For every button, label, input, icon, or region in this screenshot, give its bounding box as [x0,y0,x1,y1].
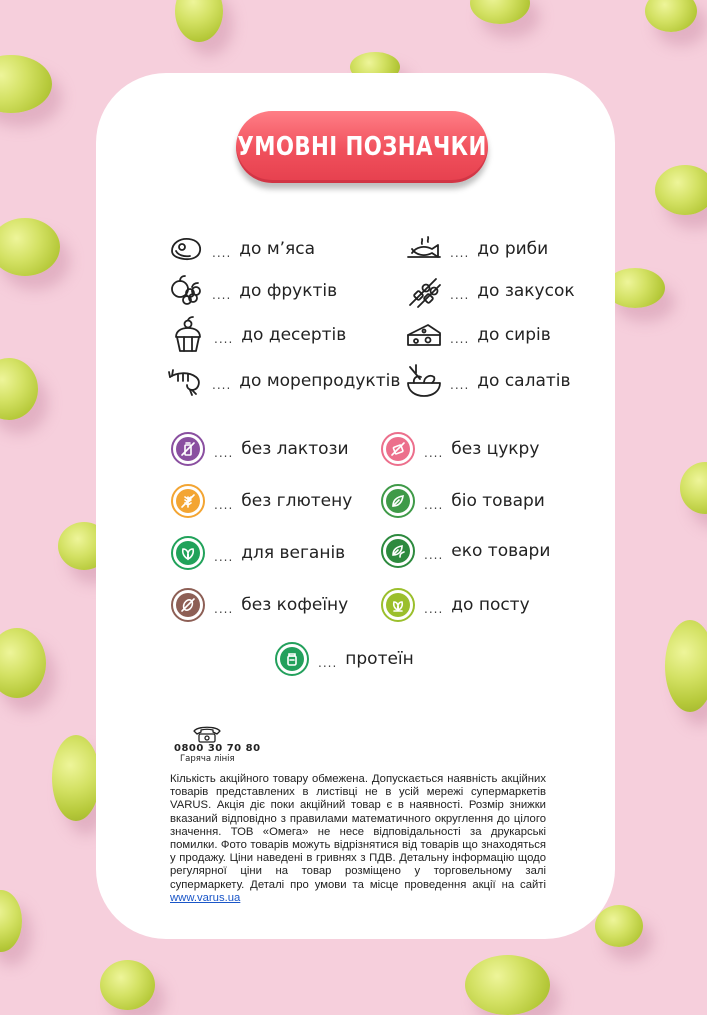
badge-no-sugar: .... без цукру [378,429,539,469]
pairing-label: до сирів [477,325,551,345]
pairing-meat: .... до м’яса [166,229,315,269]
eco-icon [381,534,415,568]
grape-decoration [595,905,643,947]
shrimp-icon [166,361,206,401]
badge-no-caffeine: .... без кофеїну [168,585,348,625]
badge-no-lactose: .... без лактози [168,429,349,469]
meat-icon [166,229,206,269]
cheese-icon [404,315,444,355]
pairing-label: до закусок [477,281,575,301]
badge-label: без лактози [241,439,349,459]
pairing-label: до салатів [477,371,571,391]
disclaimer-text: Кількість акційного товару обмежена. Допускається наявність акційних товарів представлених в листівці не в усій мережі супермаркетів VARUS. Акція діє поки акційний товар є в наявності. Розмір знижки вказаний відповідно з правилами математичного округлення до цілого значення. ТОВ «Омега» не несе відповідальності за друкарські помилки. Фото товарів можуть відрізнятися від товарів що знаходяться у продажу. Ціни наведені в гривнях з ПДВ. Детальну інформацію щодо регулярної ціни на товар розміщено у торговельному залі супермаркету. Деталі про умови та місце проведення акції на сайті [170,773,546,891]
fruits-icon [166,271,206,311]
title-banner [236,111,488,183]
pairing-fish: .... до риби [404,229,548,269]
telephone-icon [192,725,222,743]
hotline-caption: Гаряча лінія [180,754,235,764]
grape-decoration [680,462,707,514]
grape-decoration [0,628,46,698]
badge-label: без кофеїну [241,595,349,615]
grape-decoration [645,0,697,32]
salad-icon [404,361,444,401]
badge-protein: .... протеїн [272,639,414,679]
cupcake-icon [168,315,208,355]
pairing-salads: .... до салатів [404,361,571,401]
grape-decoration [0,358,38,420]
no-lactose-icon [171,432,205,466]
pairing-fruits: .... до фруктів [166,271,337,311]
badge-no-gluten: .... без глютену [168,481,352,521]
pairing-label: до морепродуктів [239,371,401,391]
grape-decoration [470,0,530,24]
badge-bio: .... біо товари [378,481,545,521]
pairing-snacks: .... до закусок [404,271,575,311]
bio-icon [381,484,415,518]
badge-label: протеїн [345,649,414,669]
grape-decoration [655,165,707,215]
pairing-label: до десертів [241,325,347,345]
pairing-desserts: .... до десертів [168,315,346,355]
grape-decoration [175,0,223,42]
badge-label: еко товари [451,541,551,561]
badge-fasting: .... до посту [378,585,530,625]
grape-decoration [465,955,550,1015]
pairing-label: до фруктів [239,281,338,301]
pairing-label: до риби [477,239,549,259]
hotline [174,725,261,764]
page-title: УМОВНІ ПОЗНАЧКИ [237,132,487,162]
protein-icon [275,642,309,676]
badge-label: до посту [451,595,530,615]
grape-decoration [100,960,155,1010]
badge-vegan: .... для веганів [168,533,345,573]
pairing-label: до м’яса [239,239,316,259]
no-sugar-icon [381,432,415,466]
grape-decoration [0,55,52,113]
badge-label: без глютену [241,491,353,511]
skewers-icon [404,271,444,311]
no-gluten-icon [171,484,205,518]
disclaimer [170,773,546,905]
badge-label: для веганів [241,543,346,563]
legend-card [96,73,615,939]
badge-eco: .... еко товари [378,531,550,571]
grape-decoration [52,735,100,821]
badge-label: біо товари [451,491,545,511]
no-caffeine-icon [171,588,205,622]
vegan-icon [171,536,205,570]
pairing-cheese: .... до сирів [404,315,551,355]
grape-decoration [0,218,60,276]
fasting-icon [381,588,415,622]
grape-decoration [0,890,22,952]
hotline-number: 0800 30 70 80 [174,743,261,754]
pairing-seafood: .... до морепродуктів [166,361,400,401]
website-link[interactable]: www.varus.ua [170,891,241,904]
grape-decoration [665,620,707,712]
fish-icon [404,229,444,269]
badge-label: без цукру [451,439,540,459]
